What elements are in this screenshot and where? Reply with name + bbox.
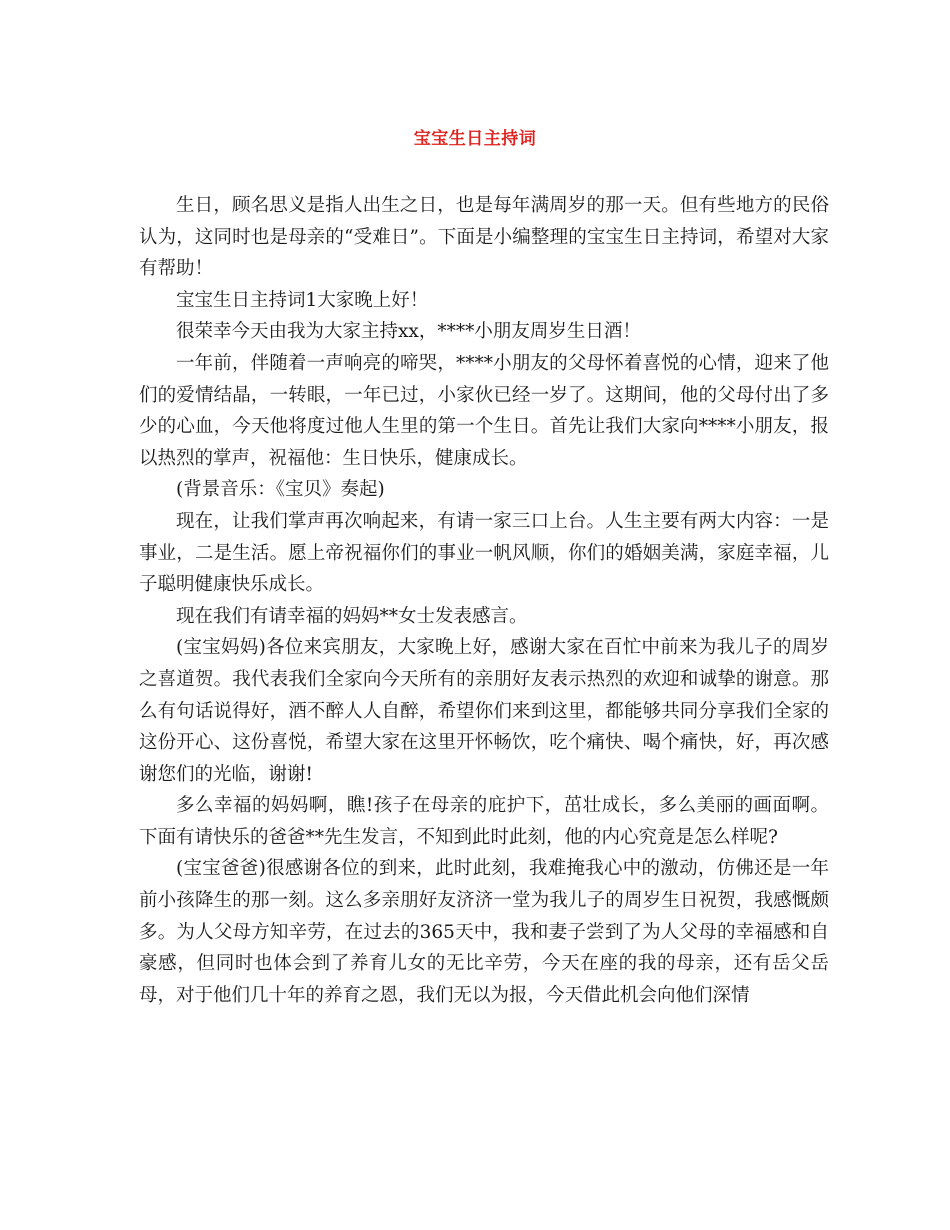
paragraph-invite-father: 多么幸福的妈妈啊，瞧!孩子在母亲的庇护下，茁壮成长，多么美丽的画面啊。下面有请快乐的爸爸**先生发言，不知到此时此刻，他的内心究竟是怎么样呢? [139, 795, 829, 848]
document-title: 宝宝生日主持词 [413, 129, 537, 149]
paragraph-father-speech: (宝宝爸爸)很感谢各位的到来，此时此刻，我难掩我心中的激动，仿佛还是一年前小孩降生的那一刻。这么多亲朋好友济济一堂为我儿子的周岁生日祝贺，我感慨颇多。为人父母方知辛劳，在过去的365天中，我和妻子尝到了为人父母的幸福感和自豪感，但同时也体会到了养育儿女的无比辛劳，今天在座的我的母亲，还有岳父岳母，对于他们几十年的养育之恩，我们无以为报，今天借此机会向他们深情 [139, 858, 829, 1006]
paragraph-one-year-ago: 一年前，伴随着一声响亮的啼哭，****小朋友的父母怀着喜悦的心情，迎来了他们的爱情结晶，一转眼，一年已过，小家伙已经一岁了。这期间，他的父母付出了多少的心血，今天他将度过他人生里的第一个生日。首先让我们大家向****小朋友，报以热烈的掌声，祝福他：生日快乐，健康成长。 [139, 352, 829, 469]
paragraph-mother-speech: (宝宝妈妈)各位来宾朋友，大家晚上好，感谢大家在百忙中前来为我儿子的周岁之喜道贺。我代表我们全家向今天所有的亲朋好友表示热烈的欢迎和诚挚的谢意。那么有句话说得好，酒不醉人人自醉，希望你们来到这里，都能够共同分享我们全家的这份开心、这份喜悦，希望大家在这里开怀畅饮，吃个痛快、喝个痛快，好，再次感谢您们的光临，谢谢! [139, 637, 829, 785]
paragraph-intro: 生日，顾名思义是指人出生之日，也是每年满周岁的那一天。但有些地方的民俗认为，这同时也是母亲的“受难日”。下面是小编整理的宝宝生日主持词，希望对大家有帮助！ [139, 195, 829, 280]
paragraph-invite-mother: 现在我们有请幸福的妈妈**女士发表感言。 [176, 605, 528, 627]
paragraph-greeting: 宝宝生日主持词1大家晚上好！ [176, 289, 429, 311]
paragraph-background-music: (背景音乐：《宝贝》奏起) [176, 479, 385, 501]
paragraph-family-on-stage: 现在，让我们掌声再次响起来，有请一家三口上台。人生主要有两大内容：一是事业，二是生活。愿上帝祝福你们的事业一帆风顺，你们的婚姻美满，家庭幸福，儿子聪明健康快乐成长。 [139, 510, 829, 596]
paragraph-host-intro: 很荣幸今天由我为大家主持xx，****小朋友周岁生日酒！ [176, 321, 641, 343]
document-body [139, 190, 829, 1011]
